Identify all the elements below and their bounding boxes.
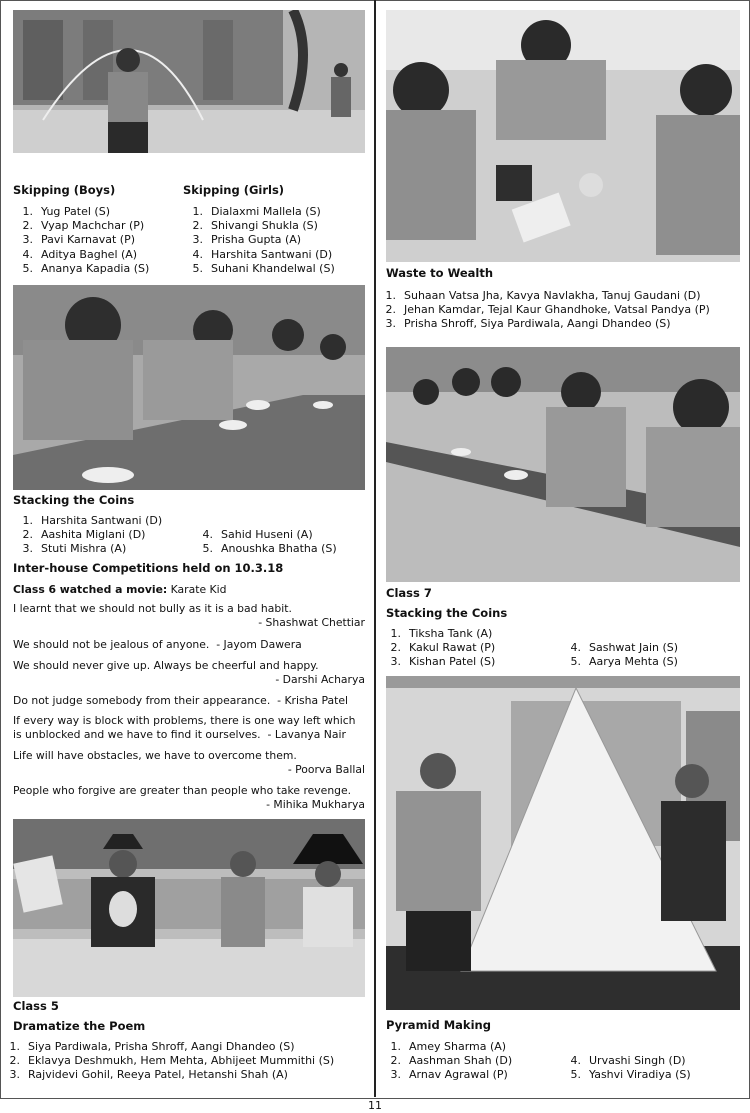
list-item: 3. Stuti Mishra (A) <box>22 542 127 556</box>
list-item: 1. Tiksha Tank (A) <box>390 627 493 640</box>
photo-skipping <box>13 10 365 153</box>
list-item: 3. Rajvidevi Gohil, Reeya Patel, Hetanshi Shah (A) <box>9 1068 288 1082</box>
pyramid-heading: Pyramid Making <box>386 1018 491 1032</box>
waste-list <box>376 289 710 332</box>
list-item: 5. Aarya Mehta (S) <box>570 655 678 669</box>
skipping-girls-heading: Skipping (Girls) <box>183 183 285 197</box>
list-item: 2. Aashita Miglani (D) <box>22 528 146 542</box>
list-item: 5. Yashvi Viradiya (S) <box>570 1068 691 1082</box>
list-item: 4. Sahid Huseni (A) <box>202 528 313 541</box>
photo-dramatize <box>13 819 365 997</box>
list-item: 3. Pavi Karnavat (P) <box>22 233 136 247</box>
movie-heading: Class 6 watched a movie: Karate Kid <box>13 583 227 596</box>
quote: We should never give up. Always be cheerful and happy. - Darshi Acharya <box>13 659 365 687</box>
stacking-list <box>13 514 162 557</box>
list-item: 5. Ananya Kapadia (S) <box>22 261 150 275</box>
pyramid-list-2 <box>561 1054 691 1082</box>
class5-label: Class 5 <box>13 999 59 1013</box>
list-item: 1. Dialaxmi Mallela (S) <box>192 205 321 218</box>
pyramid-list <box>381 1040 512 1083</box>
class7-list-2 <box>561 641 678 669</box>
skipping-boys-list <box>13 205 149 276</box>
quote: Life will have obstacles, we have to overcome them. - Poorva Ballal <box>13 749 365 777</box>
waste-heading: Waste to Wealth <box>386 266 494 280</box>
dramatize-list <box>0 1040 334 1083</box>
skipping-boys-heading: Skipping (Boys) <box>13 183 116 197</box>
stacking-heading: Stacking the Coins <box>13 493 135 507</box>
dramatize-heading: Dramatize the Poem <box>13 1019 146 1033</box>
list-item: 1. Siya Pardiwala, Prisha Shroff, Aangi Dhandeo (S) <box>9 1040 295 1053</box>
list-item: 4. Sashwat Jain (S) <box>570 641 679 654</box>
list-item: 5. Suhani Khandelwal (S) <box>192 261 335 275</box>
class7-label: Class 7 <box>386 586 432 600</box>
list-item: 4. Aditya Baghel (A) <box>22 247 138 261</box>
list-item: 3. Prisha Gupta (A) <box>192 233 302 247</box>
list-item: 2. Eklavya Deshmukh, Hem Mehta, Abhijeet Mummithi (S) <box>9 1054 335 1068</box>
photo-stacking-coins <box>13 285 365 490</box>
list-item: 2. Vyap Machchar (P) <box>22 219 145 233</box>
list-item: 3. Prisha Shroff, Siya Pardiwala, Aangi Dhandeo (S) <box>385 317 671 331</box>
list-item: 1. Harshita Santwani (D) <box>22 514 163 527</box>
photo-pyramid <box>386 676 740 1010</box>
list-item: 2. Jehan Kamdar, Tejal Kaur Ghandhoke, Vatsal Pandya (P) <box>385 303 710 317</box>
stacking-list-2 <box>193 528 337 556</box>
list-item: 4. Harshita Santwani (D) <box>192 247 333 261</box>
list-item: 3. Arnav Agrawal (P) <box>390 1068 508 1082</box>
quote: We should not be jealous of anyone. - Jayom Dawera <box>13 638 302 651</box>
list-item: 3. Kishan Patel (S) <box>390 655 496 669</box>
photo-waste-to-wealth <box>386 10 740 262</box>
quote: Do not judge somebody from their appearance. - Krisha Patel <box>13 694 349 707</box>
column-divider <box>374 0 376 1097</box>
photo-class7-stacking <box>386 347 740 582</box>
class7-list <box>381 627 495 670</box>
page-number: 11 <box>368 1099 382 1112</box>
skipping-girls-list <box>183 205 335 276</box>
list-item: 1. Suhaan Vatsa Jha, Kavya Navlakha, Tanuj Gaudani (D) <box>385 289 701 302</box>
list-item: 2. Aashman Shah (D) <box>390 1054 513 1068</box>
list-item: 1. Amey Sharma (A) <box>390 1040 507 1053</box>
list-item: 4. Urvashi Singh (D) <box>570 1054 686 1067</box>
list-item: 5. Anoushka Bhatha (S) <box>202 542 337 556</box>
quote: I learnt that we should not bully as it is a bad habit. - Shashwat Chettiar <box>13 602 365 630</box>
list-item: 2. Shivangi Shukla (S) <box>192 219 318 233</box>
class7-stacking-heading: Stacking the Coins <box>386 606 508 620</box>
list-item: 2. Kakul Rawat (P) <box>390 641 496 655</box>
quote: People who forgive are greater than people who take revenge. - Mihika Mukharya <box>13 784 365 812</box>
inter-house-heading: Inter-house Competitions held on 10.3.18 <box>13 561 284 575</box>
quote: If every way is block with problems, there is one way left which is unblocked and we have to find it ourselves. - Lavanya Nair <box>13 714 356 742</box>
list-item: 1. Yug Patel (S) <box>22 205 110 218</box>
